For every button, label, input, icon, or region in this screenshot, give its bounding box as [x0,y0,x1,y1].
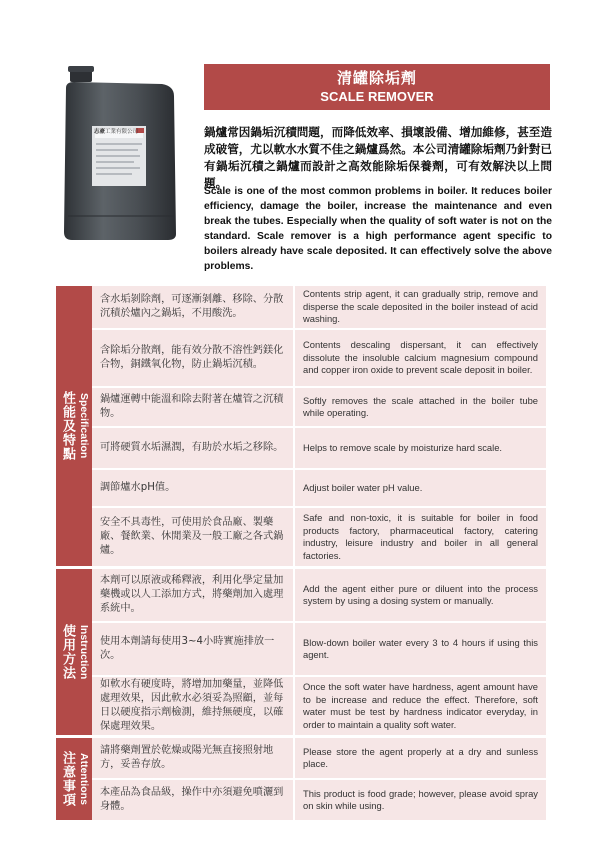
section-instruction [56,569,546,735]
section-attentions [56,738,546,820]
row-zh: 鍋爐運轉中能溫和除去附著在爐管之沉積物。 [92,388,295,426]
section-label-zh: 性能及特點 [60,391,75,461]
row-zh: 如軟水有硬度時，將增加加藥量，並降低處理效果，因此軟水必須妥為照顧，並每日以硬度指示劑檢測，維持無硬度，以確保處理效果。 [92,677,295,735]
table-row [92,286,546,328]
title-zh: 清罐除垢劑 [336,69,417,87]
jug-label-text [94,127,146,135]
row-en: Safe and non-toxic, it is suitable for boiler in food products factory, pharmaceutical factory, catering industry, leisure industry and boiler in all general factories. [295,508,546,566]
row-zh: 本產品為食品級，操作中亦須避免噴灑到身體。 [92,780,295,820]
row-zh: 可將硬質水垢濕潤，有助於水垢之移除。 [92,428,295,468]
row-en: Helps to remove scale by moisturize hard scale. [295,428,546,468]
section-label-zh: 注意事項 [60,751,75,807]
table-row [92,328,546,386]
table-row [92,426,546,468]
row-zh: 含水垢剝除劑，可逐漸剝離、移除、分散沉積於爐內之鍋垢，不用酸洗。 [92,286,295,328]
intro-zh: 鍋爐常因鍋垢沉積問題，而降低效率、損壞設備、增加維修，甚至造成破管，尤以軟水水質不佳之鍋爐爲然。本公司清罐除垢劑乃針對已有鍋垢沉積之鍋爐而設計之高效能除垢保養劑，可有效解決以上問題。 [204,125,552,190]
table-row [92,386,546,426]
row-en: Softly removes the scale attached in the boiler tube while operating. [295,388,546,426]
spec-table [56,286,546,820]
table-row [92,569,546,621]
title-en: SCALE REMOVER [320,89,434,104]
section-side-label [56,569,92,735]
table-row [92,468,546,506]
row-zh: 含除垢分散劑，能有效分散不溶性鈣鎂化合物，銅鐵氧化物，防止鍋垢沉積。 [92,330,295,386]
row-en: Please store the agent properly at a dry and sunless place. [295,738,546,778]
product-jug-image [62,66,180,242]
table-row [92,675,546,735]
row-zh: 調節爐水pH值。 [92,470,295,506]
jug-label-company: 工業有限公司 [105,129,139,135]
jug-label-brand: 志豪 [94,129,106,135]
table-row [92,778,546,820]
section-label-zh: 使用方法 [60,624,75,680]
table-row [92,738,546,778]
section-label-en: Specification [78,393,90,459]
section-specification [56,286,546,566]
section-side-label [56,738,92,820]
title-banner [204,64,550,110]
row-zh: 請將藥劑置於乾燥或陽光無直接照射地方，妥善存放。 [92,738,295,778]
row-zh: 使用本劑請每使用3~4小時實施排放一次。 [92,623,295,675]
section-label-en: Attentions [78,753,90,805]
row-en: Contents descaling dispersant, it can effectively dissolute the insoluble calcium magnesium compound and copper iron oxide to prevent scale deposit in boiler. [295,330,546,386]
row-en: Add the agent either pure or diluent into the process system by using a dosing system or manually. [295,569,546,621]
table-row [92,621,546,675]
section-side-label [56,286,92,566]
row-en: Blow-down boiler water every 3 to 4 hours if using this agent. [295,623,546,675]
row-en: This product is food grade; however, please avoid spray on skin while using. [295,780,546,820]
section-label-en: Instruction [78,624,90,680]
row-zh: 本劑可以原液或稀釋液，利用化學定量加藥機或以人工添加方式，將藥劑加入處理系統中。 [92,569,295,621]
row-zh: 安全不具毒性，可使用於食品廠、製藥廠、餐飲業、休閒業及一般工廠之各式鍋爐。 [92,508,295,566]
intro-en: Scale is one of the most common problems in boiler. It reduces boiler efficiency, damage the boiler, increase the maintenance and even break the tubes. Especially when the quality of soft water is not on the standard. Scale remover is a high performance agent specific to boilers already have scale deposited. It can effectively solve the above problems. [204,186,552,272]
row-en: Contents strip agent, it can gradually strip, remove and disperse the scale deposited in the boiler instead of acid washing. [295,286,546,328]
table-row [92,506,546,566]
row-en: Adjust boiler water pH value. [295,470,546,506]
row-en: Once the soft water have hardness, agent amount have to be increase and reduce the effect. Therefore, soft water must be test by hardness indicator everyday, in order to maintain a quality soft water. [295,677,546,735]
